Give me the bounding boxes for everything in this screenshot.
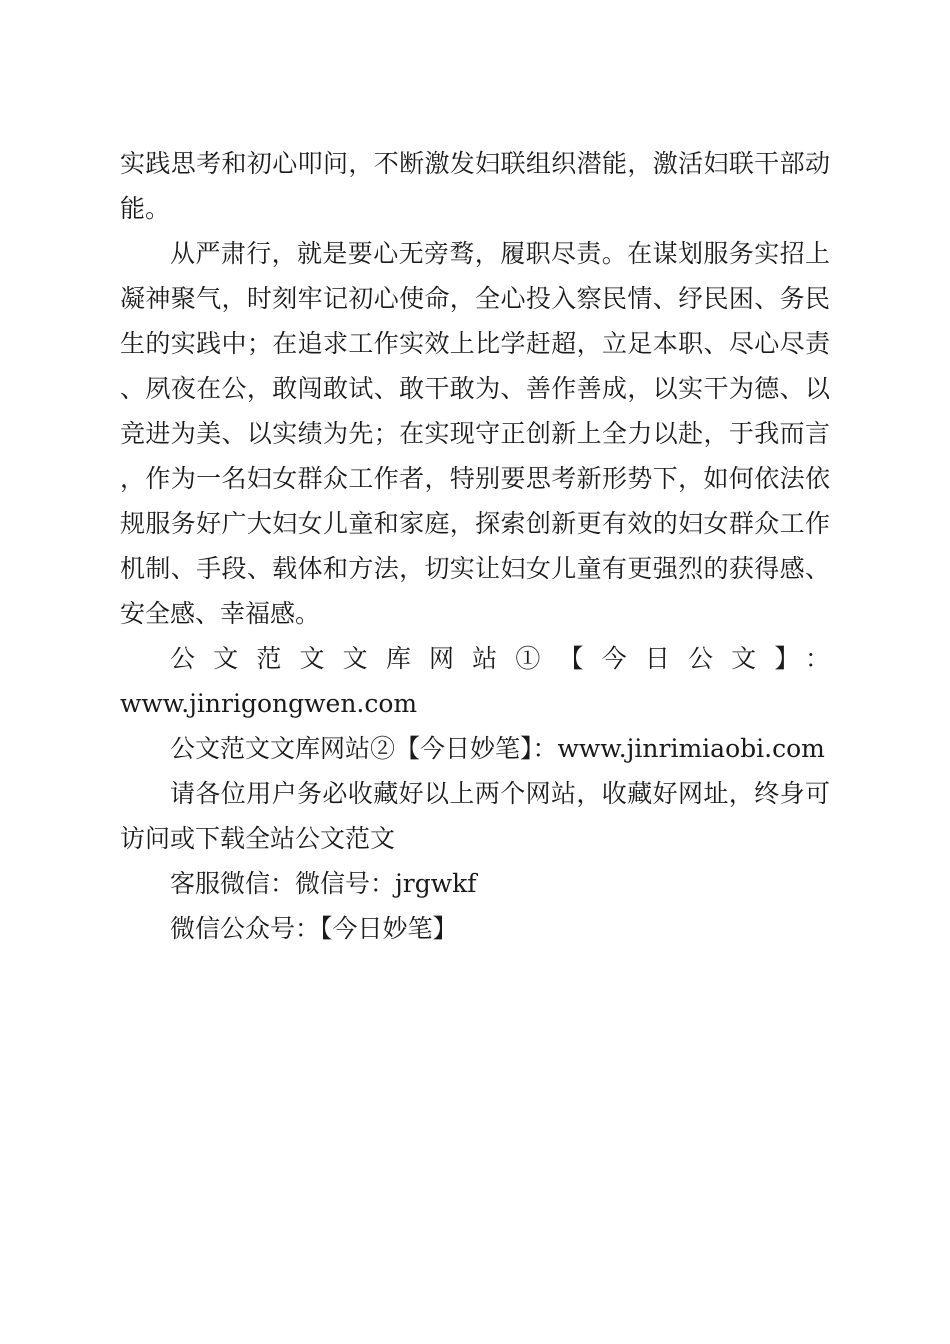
document-body [120, 141, 830, 951]
bookmark-reminder: 请各位用户务必收藏好以上两个网站，收藏好网址，终身可访问或下载全站公文范文 [120, 779, 830, 853]
paragraph-strict-conduct: 从严肃行，就是要心无旁骛，履职尽责。在谋划服务实招上凝神聚气，时刻牢记初心使命，全心投入察民情、纾民困、务民生的实践中；在追求工作实效上比学赶超，立足本职、尽心尽责、夙夜在公，敢闯敢试、敢干敢为、善作善成，以实干为德、以竞进为美、以实绩为先；在实现守正创新上全力以赴，于我而言，作为一名妇女群众工作者，特别要思考新形势下，如何依法依规服务好广大妇女儿童和家庭，探索创新更有效的妇女群众工作机制、手段、载体和方法，切实让妇女儿童有更强烈的获得感、安全感、幸福感。 [120, 239, 830, 628]
site1-label: 公文范文文库网站①【今日公文】： [170, 644, 830, 673]
official-account: 微信公众号：【今日妙笔】 [170, 914, 458, 943]
service-wechat: 客服微信：微信号：jrgwkf [170, 869, 477, 898]
site2-line: 公文范文文库网站②【今日妙笔】：www.jinrimiaobi.com [170, 734, 825, 763]
site1-url: www.jinrigongwen.com [120, 689, 418, 718]
paragraph-continuation: 实践思考和初心叩问，不断激发妇联组织潜能，激活妇联干部动能。 [120, 149, 830, 223]
